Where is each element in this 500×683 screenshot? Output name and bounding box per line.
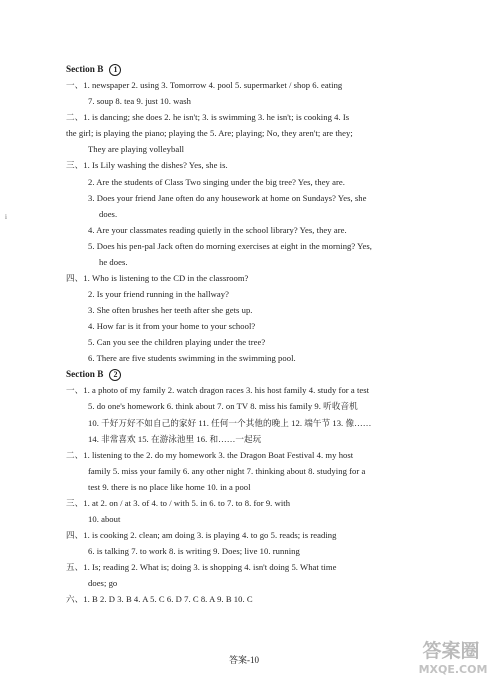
answer-line: 4. Are your classmates reading quietly in the school library? Yes, they are.	[88, 225, 347, 235]
answer-line: 6. There are five students swimming in the swimming pool.	[88, 353, 296, 363]
answer-line: 2. Is your friend running in the hallway?	[88, 289, 229, 299]
watermark-title: 答案圈	[422, 640, 480, 662]
answer-line: 五、1. Is; reading 2. What is; doing 3. is shopping 4. isn't doing 5. What time	[66, 562, 337, 572]
answer-line: 3. Does your friend Jane often do any housework at home on Sundays? Yes, she	[88, 193, 367, 203]
answer-line: the girl; is playing the piano; playing the 5. Are; playing; No, they aren't; are they;	[66, 128, 353, 138]
answer-line: 四、1. Who is listening to the CD in the classroom?	[66, 273, 249, 283]
answer-line: 10. 千好万好不如自己的家好 11. 任何一个其他的晚上 12. 端午节 13. 像……	[88, 418, 372, 428]
answer-line: 六、1. B 2. D 3. B 4. A 5. C 6. D 7. C 8. A 9. B 10. C	[66, 594, 253, 604]
watermark-logo	[405, 635, 497, 679]
margin-mark: i	[5, 213, 7, 221]
answer-line: 4. How far is it from your home to your school?	[88, 321, 256, 331]
answer-line: 3. She often brushes her teeth after she gets up.	[88, 305, 253, 315]
page-footer: 答案-10	[229, 655, 259, 665]
answer-line: 三、1. Is Lily washing the dishes? Yes, she is.	[66, 160, 228, 170]
answer-line: They are playing volleyball	[88, 144, 185, 154]
answer-line: 二、1. listening to the 2. do my homework 3. the Dragon Boat Festival 4. my host	[66, 450, 354, 460]
answer-line: 5. Does his pen-pal Jack often do morning exercises at eight in the morning? Yes,	[88, 241, 373, 251]
answer-line: 7. soup 8. tea 9. just 10. wash	[88, 96, 191, 106]
answer-line: does.	[99, 209, 118, 219]
answer-line: 2. Are the students of Class Two singing under the big tree? Yes, they are.	[88, 177, 345, 187]
answer-line: 6. is talking 7. to work 8. is writing 9. Does; live 10. running	[88, 546, 300, 556]
answer-line: family 5. miss your family 6. any other night 7. thinking about 8. studying for a	[88, 466, 366, 476]
watermark-url: MXQE.COM	[418, 663, 488, 676]
answer-line: 一、1. a photo of my family 2. watch dragon races 3. his host family 4. study for a test	[66, 385, 370, 395]
answer-line: 14. 非常喜欢 15. 在游泳池里 16. 和……一起玩	[88, 434, 262, 444]
section-b-1-heading	[66, 64, 121, 76]
section-title: Section B	[66, 369, 104, 379]
answer-line: 四、1. is cooking 2. clean; am doing 3. is playing 4. to go 5. reads; is reading	[66, 530, 337, 540]
section-number-badge: 1	[109, 64, 121, 76]
answer-line: 10. about	[88, 514, 121, 524]
answer-line: he does.	[99, 257, 128, 267]
section-b-2-heading	[66, 369, 121, 381]
answer-line: 三、1. at 2. on / at 3. of 4. to / with 5. in 6. to 7. to 8. for 9. with	[66, 498, 291, 508]
answer-line: does; go	[88, 578, 118, 588]
answer-line: 5. do one's homework 6. think about 7. on TV 8. miss his family 9. 听收音机	[88, 401, 358, 411]
answer-line: 5. Can you see the children playing under the tree?	[88, 337, 266, 347]
answer-line: test 9. there is no place like home 10. in a pool	[88, 482, 251, 492]
answer-line: 一、1. newspaper 2. using 3. Tomorrow 4. pool 5. supermarket / shop 6. eating	[66, 80, 343, 90]
section-number-badge: 2	[109, 369, 121, 381]
section-title: Section B	[66, 64, 104, 74]
answer-line: 二、1. is dancing; she does 2. he isn't; 3. is swimming 3. he isn't; is cooking 4. Is	[66, 112, 350, 122]
